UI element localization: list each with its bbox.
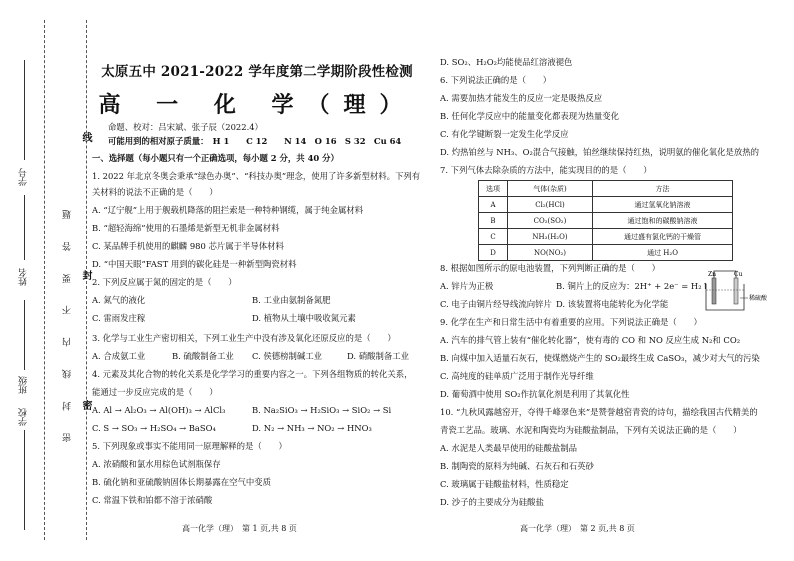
acid-label: 稀硫酸 [749, 295, 768, 302]
q9-option-d: D. 葡萄酒中使用 SO₂作抗氧化剂是利用了其氧化性 [440, 389, 630, 399]
wire [714, 271, 736, 278]
beaker [706, 284, 744, 310]
q8-option-b: B. 铜片上的反应为：2H⁺ + 2e⁻ = H₂↑ [556, 281, 709, 291]
cu-label: Cu [734, 271, 743, 278]
school-line [24, 430, 25, 530]
table-cell: 通过氢氧化钠溶液 [593, 197, 733, 213]
seal-char-feng: 封 [80, 270, 91, 280]
q10-option-d: D. 沙子的主要成分为硅酸盐 [440, 497, 544, 507]
q8-option-d: D. 该装置将电能转化为化学能 [556, 299, 669, 309]
name-line [24, 195, 25, 260]
seal-notice: 密 封 线 内 不 要 答 题 [63, 200, 73, 443]
table-cell: NO(NO₂) [508, 245, 593, 261]
q6-option-c: C. 有化学键断裂一定发生化学反应 [440, 129, 569, 139]
q10-stem-line2: 青瓷工艺品。玻璃、水泥和陶瓷均为硅酸盐制品，下列有关说法正确的是（ ） [440, 425, 742, 435]
q5-option-b: B. 硫化钠和亚硫酸钠固体长期暴露在空气中变质 [92, 477, 271, 487]
q10-option-a: A. 水泥是人类最早使用的硅酸盐制品 [440, 443, 577, 453]
q2-option-a: A. 氮气的液化 [92, 295, 146, 305]
q8-stem: 8. 根据如图所示的原电池装置，下列判断正确的是（ ） [440, 263, 661, 273]
class-line [24, 300, 25, 370]
q8-option-a: A. 锌片为正极 [440, 281, 494, 291]
q3-stem: 3. 化学与工业生产密切相关，下列工业生产中没有涉及氧化还原反应的是（ ） [92, 333, 396, 343]
q1-option-a: A. “辽宁舰”上用于舰载机降落的阻拦索是一种特种钢缆，属于纯金属材料 [92, 205, 364, 215]
q6-option-a: A. 需要加热才能发生的反应一定是吸热反应 [440, 93, 603, 103]
q9-stem: 9. 化学在生产和日常生活中有着重要的应用。下列说法正确是（ ） [440, 317, 702, 327]
q9-option-a: A. 汽车的排气管上装有“催化转化器”，使有毒的 CO 和 NO 反应生成 N₂和 CO₂ [440, 335, 741, 345]
q1-option-b: B. “超轻海绵”使用的石墨烯是新型无机非金属材料 [92, 223, 280, 233]
table-cell: A [479, 197, 508, 213]
q3-option-c: C. 侯德榜制碱工业 [252, 351, 323, 361]
table-row [479, 213, 733, 229]
name-label: 姓名 [19, 268, 29, 286]
student-id-label: 学号 [19, 168, 29, 186]
q3-option-a: A. 合成氨工业 [92, 351, 146, 361]
exam-title: 太原五中 2021-2022 学年度第二学期阶段性检测 [101, 64, 413, 80]
table-cell: 通过饱和的碳酸钠溶液 [593, 213, 733, 229]
q5-stem: 5. 下列现象或事实不能用同一原理解释的是（ ） [92, 441, 287, 451]
q9-option-b: B. 向煤中加入适量石灰石，使煤燃烧产生的 SO₂最终生成 CaSO₃，减少对大气的污染 [440, 353, 760, 363]
q5-option-a: A. 浓硝酸和氯水用棕色试剂瓶保存 [92, 459, 221, 469]
q4-stem-line2: 能通过一步反应完成的是（ ） [92, 387, 218, 397]
table-cell: 通过盛有氯化钙的干燥管 [593, 229, 733, 245]
page-2-footer: 高一化学（理） 第 2 页,共 8 页 [520, 524, 635, 533]
q4-option-a: A. Al → Al₂O₃ → Al(OH)₃ → AlCl₃ [92, 405, 226, 415]
q1-stem-line1: 1. 2022 年北京冬奥会秉承“绿色办奥”、“科技办奥”理念，使用了许多新型材料。下列有 [92, 171, 421, 181]
q2-option-c: C. 雷雨发庄稼 [92, 313, 146, 323]
table-header: 选项 [479, 181, 508, 197]
q6-option-b: B. 任何化学反应中的能量变化都表现为热量变化 [440, 111, 619, 121]
q3-option-d: D. 硝酸制备工业 [347, 351, 409, 361]
zn-label: Zn [708, 271, 717, 278]
page-1 [92, 0, 422, 561]
q10-option-b: B. 制陶瓷的原料为纯碱、石灰石和石英砂 [440, 461, 594, 471]
student-id-line [24, 60, 25, 160]
table-header: 气体(杂质) [508, 181, 593, 197]
q4-option-d: D. N₂ → NH₃ → NO₂ → HNO₃ [252, 423, 372, 433]
q5-option-d: D. SO₂、H₂O₂均能使品红溶液褪色 [440, 57, 573, 67]
q2-option-b: B. 工业由氨制备氮肥 [252, 295, 331, 305]
q9-option-c: C. 高纯度的硅单质广泛用于制作光导纤维 [440, 371, 594, 381]
table-cell: B [479, 213, 508, 229]
q4-option-b: B. Na₂SiO₃ → H₂SiO₃ → SiO₂ → Si [252, 405, 392, 415]
class-label: 班级 [19, 376, 29, 394]
q6-stem: 6. 下列说法正确的是（ ） [440, 75, 552, 85]
table-cell: Cl₂(HCl) [508, 197, 593, 213]
section-heading: 一、选择题（每小题只有一个正确选项，每小题 2 分，共 40 分） [92, 153, 339, 163]
table-cell: NH₃(H₂O) [508, 229, 593, 245]
exam-subject: 高 一 化 学（理） [98, 92, 416, 118]
table-cell: 通过 H₂O [593, 245, 733, 261]
q1-stem-line2: 关材料的说法不正确的是（ ） [92, 187, 218, 197]
q10-stem-line1: 10. “九秋风露越窑开，夺得千峰翠色来”是赞誉越窑青瓷的诗句，描绘我国古代精美的 [440, 407, 758, 417]
table-header: 方法 [593, 181, 733, 197]
q2-stem: 2. 下列反应属于氮的固定的是（ ） [92, 277, 237, 287]
galvanic-cell-diagram [704, 266, 784, 314]
q1-option-d: D. “中国天眼”FAST 用到的碳化硅是一种新型陶瓷材料 [92, 259, 297, 269]
cu-electrode [734, 278, 738, 304]
seal-line-inner [86, 20, 87, 540]
table-row [479, 229, 733, 245]
zn-electrode [712, 278, 716, 304]
q10-option-c: C. 玻璃属于硅酸盐材料，性质稳定 [440, 479, 569, 489]
page-2 [440, 0, 785, 561]
q8-option-c: C. 电子由铜片经导线流向锌片 [440, 299, 552, 309]
table-header-row [479, 181, 733, 197]
q3-option-b: B. 硫酸制备工业 [172, 351, 234, 361]
seal-char-mi: 密 [80, 400, 91, 410]
q4-stem-line1: 4. 元素及其化合物的转化关系是化学学习的重要内容之一。下列各组物质的转化关系， [92, 369, 413, 379]
table-cell: C [479, 229, 508, 245]
q5-option-c: C. 常温下铁和铂都不溶于浓硝酸 [92, 495, 213, 505]
page-1-footer: 高一化学（理） 第 1 页,共 8 页 [182, 524, 297, 533]
q2-option-d: D. 植物从土壤中吸收氮元素 [252, 313, 356, 323]
exam-authors: 命题、校对：吕宋斌、张子辰（2022.4） [108, 122, 263, 132]
q7-table [478, 180, 733, 261]
table-cell: CO₂(SO₂) [508, 213, 593, 229]
seal-char-xian: 线 [80, 132, 91, 142]
q6-option-d: D. 灼热铂丝与 NH₃、O₂混合气接触，铂丝继续保持红热，说明氨的催化氧化是放热的 [440, 147, 759, 157]
table-cell: D [479, 245, 508, 261]
seal-line-outer [44, 20, 45, 540]
q1-option-c: C. 某品牌手机使用的麒麟 980 芯片属于半导体材料 [92, 241, 284, 251]
q7-stem: 7. 下列气体去除杂质的方法中，能实现目的的是（ ） [440, 165, 652, 175]
table-row [479, 197, 733, 213]
table-row [479, 245, 733, 261]
school-label: 学校 [19, 408, 29, 426]
atomic-mass-line: 可能用到的相对原子质量： H 1 C 12 N 14 O 16 S 32 Cu 64 [108, 136, 402, 146]
q4-option-c: C. S → SO₃ → H₂SO₄ → BaSO₄ [92, 423, 216, 433]
